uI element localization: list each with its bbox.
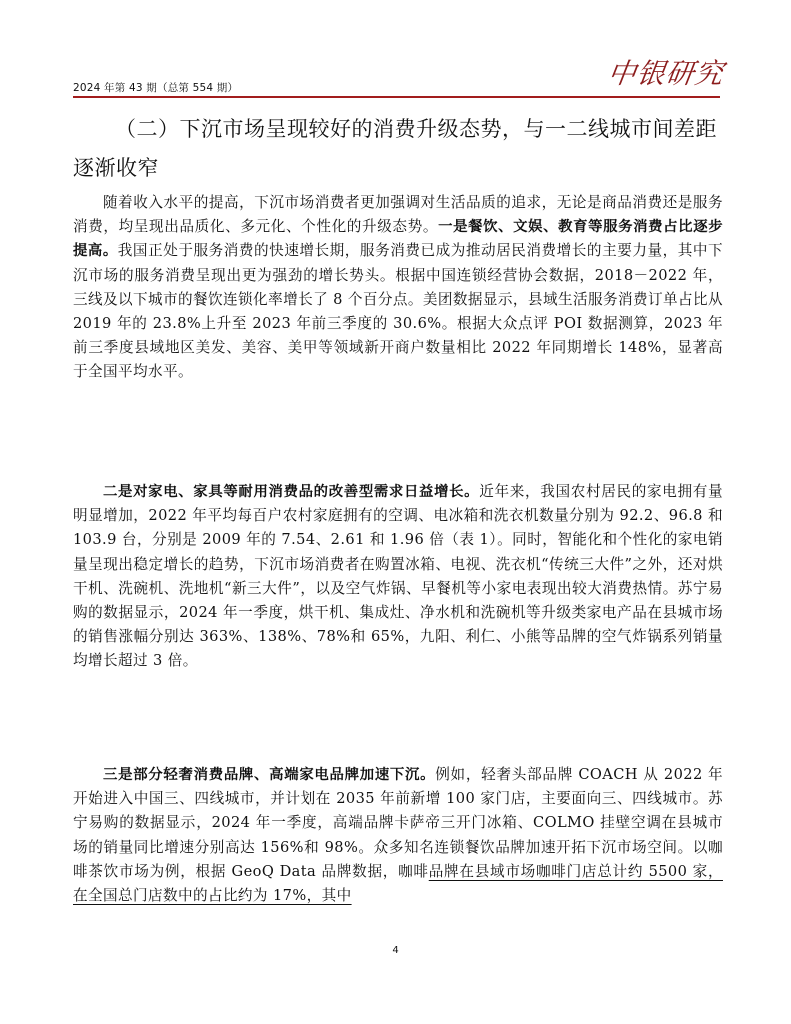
paragraph-1-lead: 一是餐饮、文娱、教育等服务消费占比逐步提高。 [73, 219, 723, 260]
paragraph-1-intro: 随着收入水平的提高，下沉市场消费者更加强调对生活品质的追求，无论是商品消费还是服务消费，均呈现出品质化、多元化、个性化的升级态势。 [73, 194, 723, 236]
paragraph-1 [73, 191, 723, 385]
paragraph-2 [73, 480, 723, 674]
paragraph-3-last-line: 品牌在县域市场咖啡门店总计约 5500 家，在全国总门店数中的占比约为 17%，其中 [73, 862, 723, 905]
paragraph-2-body: 近年来，我国农村居民的家电拥有量明显增加，2022 年平均每百户农村家庭拥有的空调、电冰箱和洗衣机数量分别为 92.2、96.8 和 103.9 台，分别是 2009 年的 7.54、2.61 和 1.96 倍（表 1）。同时，智能化和个性化的家电销量呈现出稳定增长的趋势，下沉市场消费者在购置冰箱、电视、洗衣机“传统三大件”之外，还对烘干机、洗碗机、洗地机“新三大件”，以及空气炸锅、早餐机等小家电表现出较大消费热情。苏宁易购的数据显示，2024 年一季度，烘干机、集成灶、净水机和洗碗机等升级类家电产品在县城市场的销售涨幅分别达 363%、138%、78%和 65%，九阳、利仁、小熊等品牌的空气炸锅系列销量均增长超过 3 倍。 [73, 483, 723, 670]
logo: 中银研究 [605, 57, 727, 90]
paragraph-3-lead: 三是部分轻奢消费品牌、高端家电品牌加速下沉。 [103, 767, 436, 783]
paragraph-3 [73, 763, 723, 908]
header-divider [73, 96, 720, 98]
issue-label: 2024 年第 43 期（总第 554 期） [73, 82, 239, 94]
paragraph-2-lead: 二是对家电、家具等耐用消费品的改善型需求日益增长。 [103, 484, 480, 500]
paragraph-3-body: 例如，轻奢头部品牌 COACH 从 2022 年开始进入中国三、四线城市，并计划在 2035 年前新增 100 家门店，主要面向三、四线城市。苏宁易购的数据显示，2024 年一季度，高端品牌卡萨帝三开门冰箱、COLMO 挂壁空调在县城市场的销量同比增速分别高达 156%和 98%。众多知名连锁餐饮品牌加速开拓下沉市场空间。以咖啡茶饮市场为例，根据 GeoQ Data 品牌数据，咖啡 [73, 766, 723, 880]
page-number: 4 [392, 945, 399, 956]
paragraph-1-body: 我国正处于服务消费的快速增长期，服务消费已成为推动居民消费增长的主要力量，其中下沉市场的服务消费呈现出更为强劲的增长势头。根据中国连锁经营协会数据，2018－2022 年，三线及以下城市的餐饮连锁化率增长了 8 个百分点。美团数据显示，县域生活服务消费订单占比从 2019 年的 23.8%上升至 2023 年前三季度的 30.6%。根据大众点评 POI 数据测算，2023 年前三季度县域地区美发、美容、美甲等领域新开商户数量相比 2022 年同期增长 148%，显著高于全国平均水平。 [73, 242, 723, 381]
section-title: （二）下沉市场呈现较好的消费升级态势，与一二线城市间差距逐渐收窄 [73, 117, 717, 180]
